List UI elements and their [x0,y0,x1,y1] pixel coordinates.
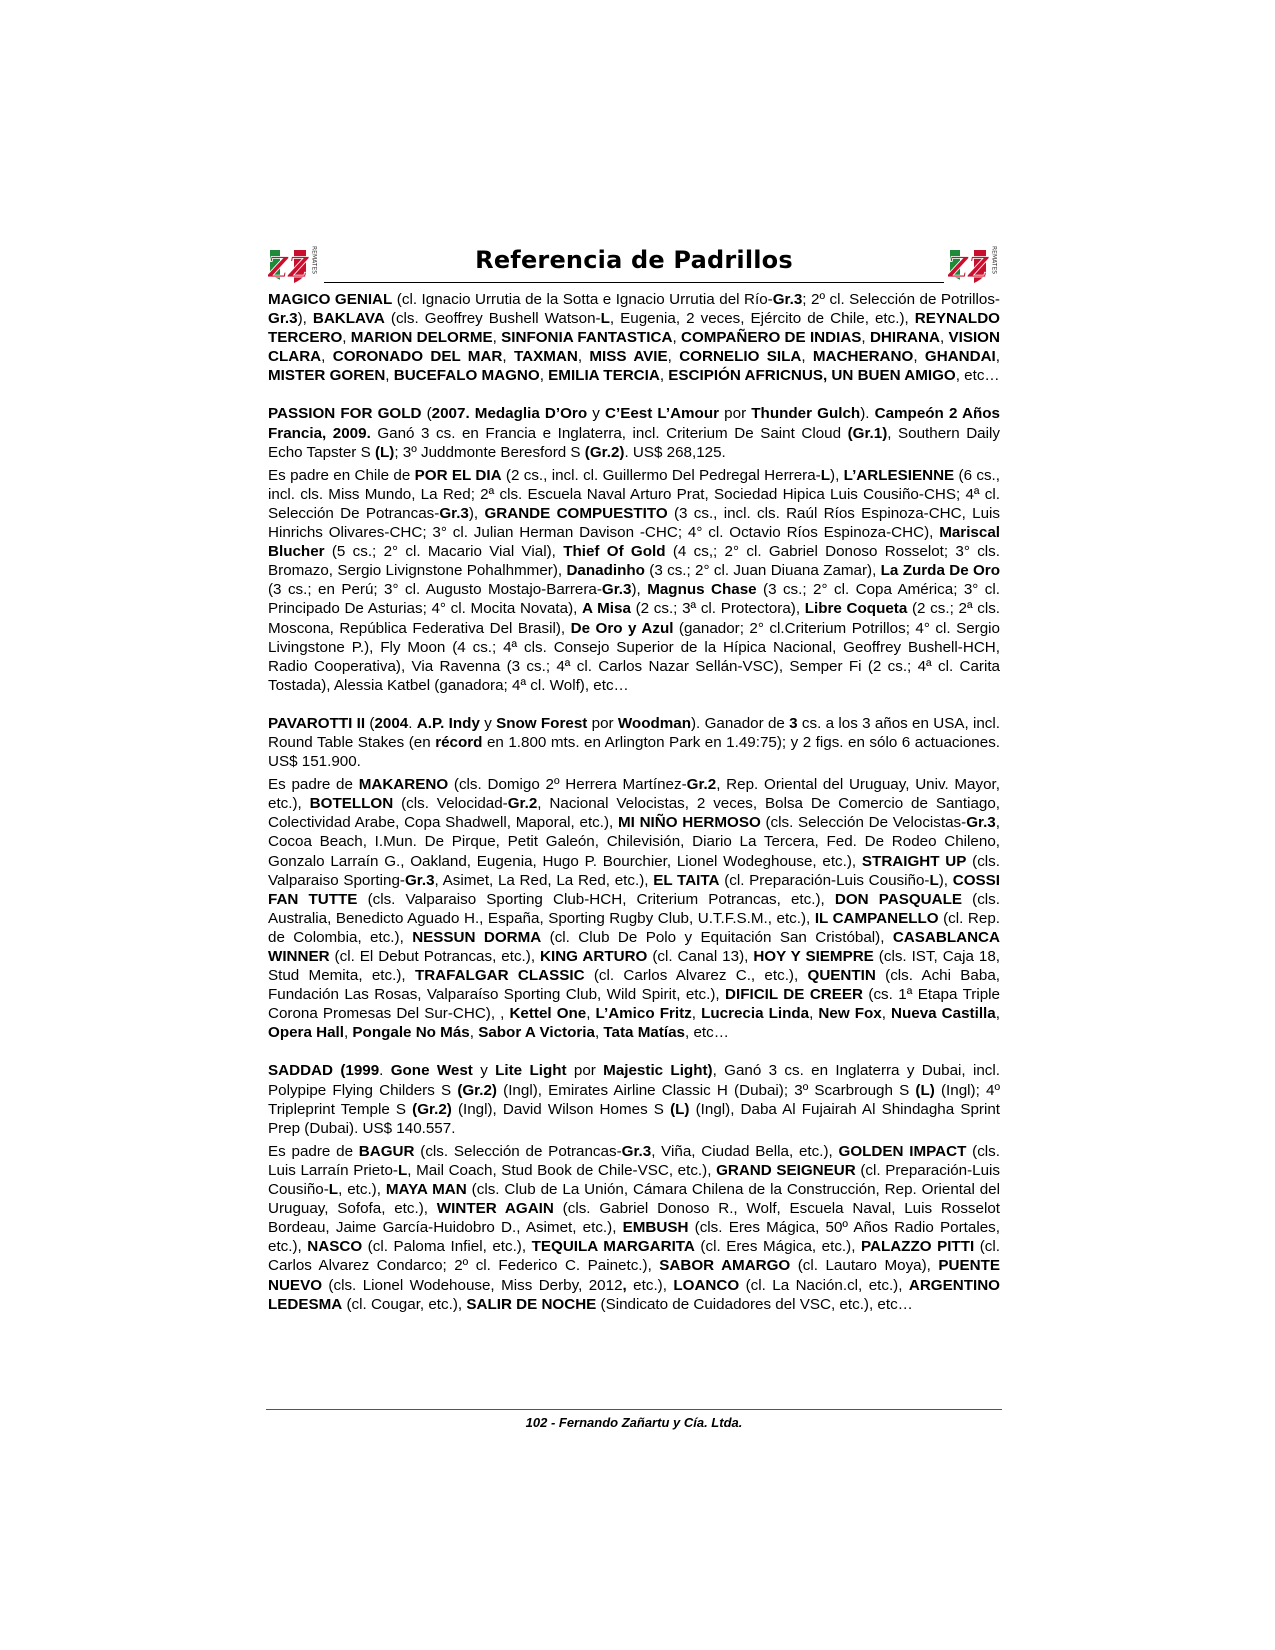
text-run: , [881,1005,892,1023]
bold-text-run: Magnus Chase [647,581,757,599]
bold-text-run: BAKLAVA [312,310,385,328]
bold-text-run: MI NIÑO HERMOSO [618,814,761,832]
bold-text-run: CASABLANCA WINNER [268,928,1000,965]
text-run: (3 cs.; 2° cl. Copa América; 3° cl. Principado De Asturias; 4° cl. Mocita Novata), [268,581,1000,618]
logo-letters: ZZ [948,251,989,284]
text-run: , Southern Daily Echo Tapster S [268,424,1000,461]
logo-vertical-text: REMATES [990,246,998,275]
bold-text-run: 2007. Medaglia D’Oro [431,405,588,423]
bold-text-run: Gr.3 [601,581,632,599]
bold-text-run: (Gr.2) [457,1081,497,1099]
bold-text-run: PALAZZO PITTI [860,1238,975,1256]
text-run: y [587,405,606,423]
bold-text-run: WINTER AGAIN [436,1200,554,1218]
text-run: , [801,348,813,366]
text-run: cs. a los 3 años en USA, incl. Round Table Stakes (en [268,714,1000,751]
bold-text-run: KING ARTURO [540,948,648,965]
text-run: , [586,1005,596,1023]
text-run: ; 2º cl. Selección de Potrillos- [802,291,1000,308]
bold-text-run: PUENTE NUEVO [268,1257,1001,1294]
bold-text-run: Nueva Castilla [891,1005,996,1023]
bold-text-run: MACHERANO [812,348,914,366]
text-run: , Viña, Ciudad Bella, etc.), [651,1142,839,1160]
bold-text-run: Gr.3 [404,871,435,889]
text-run: (cl. Lautaro Moya), [790,1257,939,1275]
bold-text-run: (1999 [340,1062,380,1080]
bold-text-run: CORNELIO SILA [679,348,802,366]
bold-text-run: Gr.3 [621,1142,652,1160]
bold-text-run: A Misa [582,600,631,618]
text-run: (cls. Lionel Wodehouse, Miss Derby, 2012 [322,1276,623,1294]
bold-text-run: A.P. Indy [416,714,480,732]
text-run: Es padre en Chile de [268,466,415,484]
bold-text-run: NESSUN DORMA [412,928,542,946]
bold-text-run: PAVAROTTI II [268,714,366,732]
text-run: , [672,329,681,347]
text-run: (cls. Valparaiso Sporting- [268,852,1000,889]
bold-text-run: COSSI FAN TUTTE [268,871,1000,908]
text-run: por [566,1062,604,1080]
bold-text-run: L’Amico Fritz [595,1005,692,1023]
text-run: Es padre de [268,776,359,794]
bold-text-run: TRAFALGAR CLASSIC [414,967,585,985]
text-run: (cl. Eres Mágica, etc.), [694,1238,861,1256]
bold-text-run: Gr.3 [966,814,996,832]
text-run: ( [421,405,432,423]
text-run: (cls. IST, Caja 18, Stud Memita, etc.), [268,948,1001,985]
text-run: (Ingl), David Wilson Homes S [451,1100,671,1118]
text-run: en 1.800 mts. en Arlington Park en 1.49:75); y 2 figs. en sólo 6 actuaciones. US$ 151.900. [268,733,1001,771]
bold-text-run: COMPAÑERO DE INDIAS [680,329,862,347]
text-run: , etc.), [338,1181,386,1199]
text-run: etc.), [626,1276,674,1294]
bold-text-run: Woodman [617,714,691,732]
bold-text-run: Thunder Gulch [751,405,861,423]
bold-text-run: New Fox [818,1005,882,1023]
text-run: (3 cs., incl. cls. Raúl Ríos Espinoza-CHC, Luis Hinrichs Olivares-CHC; 3° cl. Julian Herman Davison -CHC; 4° cl. Octavio Ríos Espinoza-CHC), [268,504,1000,542]
text-run: , [577,348,590,366]
bold-text-run: Campeón 2 Años Francia, 2009. [268,405,1000,442]
paragraph-passion-for-gold-progeny [268,466,1000,695]
text-run: (ganador; 2° cl.Criterium Potrillos; 4° cl. Sergio Livingstone P.), Fly Moon (4 cs.; 4ª cls. Consejo Superior de la Hípica Nacional, Geoffrey Bushell-HCH, Radio Cooperativa), Via Ravenna (3 cs.; 4ª cl. Carlos Nazar Sellán-VSC), Semper Fi (2 cs.; 4ª cl. Carita Tostada), Alessia Katbel (ganadora; 4ª cl. Wolf), etc… [268,619,1000,694]
text-run: (cls. Australia, Benedicto Aguado H., España, Sporting Rugby Club, U.T.F.S.M., etc.), [268,890,1000,927]
bold-text-run: Gr.3 [772,291,803,308]
bold-text-run: PASSION FOR GOLD [268,405,422,423]
bold-text-run: récord [435,733,483,751]
bold-text-run: MISTER GOREN [268,367,386,385]
text-run: (cls. Luis Larraín Prieto- [268,1142,1000,1179]
bold-text-run: Gr.2 [507,795,538,813]
text-run: por [719,405,752,423]
page-header [268,240,1000,288]
text-run: (cls. Eres Mágica, 50º Años Radio Portales, etc.), [268,1219,1000,1256]
bold-text-run: LOANCO [673,1276,740,1294]
text-run: , [342,329,351,347]
bold-text-run: (L) [670,1100,690,1118]
text-run: ), [631,581,648,599]
bold-text-run: ESCIPIÓN AFRICNUS, UN BUEN AMIGO [668,367,956,385]
paragraph-magico-genial [268,290,1000,385]
bold-text-run: STRAIGHT UP [861,852,967,870]
bold-text-run: NASCO [307,1238,363,1256]
bold-text-run: C’Eest L’Amour [605,405,720,423]
text-run: , etc… [955,367,1000,385]
text-run: , Nacional Velocistas, 2 veces, Bolsa De Comercio de Santiago, Colectividad Arabe, Copa Shadwell, Maporal, etc.), [268,795,1000,832]
text-run: por [587,714,618,732]
text-run: (6 cs., incl. cls. Miss Mundo, La Red; 2ª cls. Escuela Naval Arturo Prat, Sociedad Hipica Luis Cousiño-CHS; 4ª cl. Selección De Potrancas- [268,466,1001,522]
text-run: ), [297,310,313,328]
text-run: y [479,714,497,732]
bold-text-run: REYNALDO TERCERO [268,310,1000,347]
text-run: (cl. Paloma Infiel, etc.), [362,1238,532,1256]
text-run: . US$ 268,125. [624,443,726,461]
text-run: Es padre de [268,1142,359,1160]
text-run: , Ganó 3 cs. en Inglaterra y Dubai, incl. Polypipe Flying Childers S [268,1062,1000,1099]
text-run: (cl. El Debut Potrancas, etc.), [329,948,541,965]
text-run: (cl. Club De Polo y Equitación San Cristóbal), [541,928,893,946]
bold-text-run: Gr.3 [439,504,469,522]
bold-text-run: ARGENTINO LEDESMA [268,1276,1000,1313]
bold-text-run: Sabor A Victoria [478,1024,595,1042]
text-run: , Rep. Oriental del Uruguay, Univ. Mayor, etc.), [268,776,1000,813]
text-run: (cs. 1ª Etapa Triple Corona Promesas Del Sur-CHC), , [268,986,1000,1023]
text-run: (Ingl); 4º Tripleprint Temple S [268,1081,1000,1118]
bold-text-run: 2004 [374,714,409,732]
text-run: ; 3º Juddmonte Beresford S [394,443,585,461]
bold-text-run: Danadinho [566,562,645,580]
bold-text-run: De Oro y Azul [570,619,674,637]
text-run: , Eugenia, 2 veces, Ejército de Chile, etc.), [609,310,915,328]
bold-text-run: Pongale No Más [352,1024,470,1042]
zz-remates-logo-right [948,244,1000,288]
bold-text-run: La Zurda De Oro [880,562,1000,580]
text-run: . [408,714,417,732]
text-run: (cls. Club de La Unión, Cámara Chilena de la Construcción, Rep. Oriental del Uruguay, Sofofa, etc.), [268,1181,1001,1218]
text-run: . [379,1062,391,1080]
text-run: (cls. Valparaiso Sporting Club-HCH, Criterium Potrancas, etc.), [357,890,835,908]
bold-text-run: BUCEFALO MAGNO [393,367,540,385]
text-run: (cl. Rep. de Colombia, etc.), [268,909,1000,946]
text-run: , Mail Coach, Stud Book de Chile-VSC, etc.), [407,1161,717,1179]
text-run: ( [365,714,375,732]
paragraph-saddad-progeny [268,1142,1000,1314]
bold-text-run: CORONADO DEL MAR [332,348,503,366]
bold-text-run: MAYA MAN [385,1181,467,1199]
text-run: (2 cs.; 3ª cl. Protectora), [630,600,805,618]
bold-text-run: Gr.2 [686,776,717,794]
text-run: ), [468,504,485,522]
footer-text: 102 - Fernando Zañartu y Cía. Ltda. [525,1415,743,1430]
paragraph-pavarotti-ii-progeny [268,775,1000,1042]
text-run: , [691,1005,702,1023]
bold-text-run: Gr.3 [268,310,298,328]
bold-text-run: SADDAD [268,1062,333,1080]
text-run: (cls. Selección De Velocistas- [760,814,967,832]
bold-text-run: DIFICIL DE CREER [725,986,863,1004]
text-run: , [385,367,394,385]
text-run: (Sindicato de Cuidadores del VSC, etc.), etc… [596,1295,913,1313]
bold-text-run: SABOR AMARGO [659,1257,791,1275]
text-run: , [809,1005,819,1023]
text-run: , [667,348,680,366]
text-run: ). [860,405,875,423]
document-body [268,290,1000,1314]
paragraph-saddad [268,1061,1000,1137]
text-run: (2 cs., incl. cl. Guillermo Del Pedregal Herrera- [501,466,821,484]
text-run: (cl. Cougar, etc.), [342,1295,467,1313]
text-run: , [469,1024,479,1042]
text-run: (cls. Selección de Potrancas- [414,1142,622,1160]
bold-text-run: DON PASQUALE [834,890,963,908]
zz-remates-logo-left [268,244,320,288]
bold-text-run: Opera Hall [268,1024,344,1042]
text-run: (cl. Preparación-Luis Cousiño- [268,1161,1001,1199]
text-run: (cls. Geoffrey Bushell Watson- [384,310,601,328]
bold-text-run: , [622,1276,627,1294]
bold-text-run: (Gr.2) [412,1100,452,1118]
bold-text-run: Majestic Light) [603,1062,713,1080]
text-run: ), [938,871,953,889]
text-run: (cl. Carlos Alvarez Condarco; 2º cl. Federico C. Painetc.), [268,1238,1000,1275]
text-run: y [472,1062,496,1080]
bold-text-run: L [328,1181,339,1199]
text-run: (Ingl), Emirates Airline Classic H (Dubai); 3º Scarbrough S [496,1081,916,1099]
bold-text-run: POR EL DIA [414,466,502,484]
text-run: , [995,348,1000,366]
text-run: (4 cs,; 2° cl. Gabriel Donoso Rosselot; 3° cls. Bromazo, Sergio Livignstone Pohalhmmer), [268,543,1000,580]
bold-text-run: BOTELLON [309,795,394,813]
text-run: , [539,367,549,385]
text-run: (3 cs.; 2° cl. Juan Diuana Zamar), [644,562,881,580]
text-run: , [492,329,502,347]
text-run: (5 cs.; 2° cl. Macario Vial Vial), [324,543,564,561]
bold-text-run: MAGICO GENIAL [268,291,393,308]
bold-text-run: Gone West [390,1062,473,1080]
bold-text-run: Mariscal Blucher [268,524,1000,561]
bold-text-run: QUENTIN [807,967,876,985]
text-run: Ganó 3 cs. en Francia e Inglaterra, incl. Criterium De Saint Cloud [370,424,848,442]
text-run: (cl. Carlos Alvarez C., etc.), [584,967,808,985]
bold-text-run: GRANDE COMPUESTITO [484,504,668,522]
bold-text-run: Lite Light [495,1062,567,1080]
document-page [268,240,1000,1314]
text-run: , [861,329,870,347]
bold-text-run: TAXMAN [513,348,578,366]
bold-text-run: DHIRANA [869,329,940,347]
text-run: (cls. Gabriel Donoso R., Wolf, Escuela Naval, Luis Rosselot Bordeau, Jaime García-Huidobro D., Asimet, etc.), [268,1200,1000,1237]
bold-text-run: MARION DELORME [350,329,493,347]
bold-text-run: L [600,310,610,328]
bold-text-run: GOLDEN IMPACT [838,1142,967,1160]
text-run: , [502,348,514,366]
text-run: , [939,329,949,347]
bold-text-run: HOY Y SIEMPRE [753,948,874,965]
bold-text-run: GHANDAI [924,348,996,366]
text-run: , [995,1005,1000,1023]
text-run: , [913,348,925,366]
bold-text-run: MISS AVIE [589,348,668,366]
text-run: (3 cs.; en Perú; 3° cl. Augusto Mostajo-Barrera- [268,581,602,599]
bold-text-run: Tata Matías [603,1024,685,1042]
bold-text-run: L [929,871,939,889]
bold-text-run: L [820,466,831,484]
text-run: , [343,1024,353,1042]
bold-text-run: 3 [789,714,798,732]
bold-text-run: VISION CLARA [268,329,1000,366]
bold-text-run: Libre Coqueta [804,600,908,618]
paragraph-pavarotti-ii [268,714,1000,771]
text-run: , etc… [685,1024,729,1042]
text-run: (Ingl), Daba Al Fujairah Al Shindagha Sprint Prep (Dubai). US$ 140.557. [268,1100,1000,1137]
paragraph-passion-for-gold [268,404,1000,461]
bold-text-run: SINFONIA FANTASTICA [501,329,673,347]
text-run: (cl. La Nación.cl, etc.), [739,1276,909,1294]
text-run: (cl. Ignacio Urrutia de la Sotta e Ignacio Urrutia del Río- [392,291,773,308]
text-run: , [659,367,669,385]
text-run: (cl. Preparación-Luis Cousiño- [719,871,930,889]
bold-text-run: GRAND SEIGNEUR [716,1161,856,1179]
text-run: (cls. Velocidad- [393,795,508,813]
text-run: ). Ganador de [691,714,790,732]
bold-text-run: BAGUR [358,1142,415,1160]
bold-text-run: EL TAITA [653,871,720,889]
bold-text-run: Kettel One [509,1005,587,1023]
text-run: (cls. Achi Baba, Fundación Las Rosas, Valparaíso Sporting Club, Wild Spirit, etc.), [268,967,1000,1004]
text-run: , Asimet, La Red, La Red, etc.), [434,871,654,889]
footer-rule [266,1409,1002,1410]
bold-text-run: L [397,1161,408,1179]
page-footer [266,1409,1002,1430]
title-underline [324,282,944,283]
bold-text-run: (L) [915,1081,935,1099]
bold-text-run: SALIR DE NOCHE [466,1295,597,1313]
bold-text-run: Snow Forest [496,714,588,732]
bold-text-run: (L) [374,443,395,461]
bold-text-run: MAKARENO [358,776,449,794]
text-run: , [594,1024,604,1042]
logo-letters: ZZ [268,251,309,284]
bold-text-run: Thief Of Gold [563,543,666,561]
logo-vertical-text: REMATES [310,246,318,275]
bold-text-run: L’ARLESIENNE [843,466,955,484]
text-run: (cl. Canal 13), [647,948,754,965]
text-run: (cls. Domigo 2º Herrera Martínez- [448,776,687,794]
text-run: (2 cs.; 2ª cls. Moscona, República Federativa Del Brasil), [268,600,1001,637]
bold-text-run: TEQUILA MARGARITA [531,1238,695,1256]
bold-text-run: (Gr.1) [847,424,888,442]
text-run: , [321,348,333,366]
text-run: , Cocoa Beach, I.Mun. De Pirque, Petit Galeón, Chilevisión, Diario La Tercera, Fed. De Rodeo Chileno, Gonzalo Larraín G., Oakland, Eugenia, Hugo P. Bourchier, Lionel Wodeghouse, etc.), [268,814,1000,870]
bold-text-run: Lucrecia Linda [701,1005,810,1023]
bold-text-run: (Gr.2) [584,443,625,461]
text-run: ), [830,466,844,484]
bold-text-run: EMBUSH [622,1219,689,1237]
bold-text-run: IL CAMPANELLO [814,909,939,927]
page-title: Referencia de Padrillos [475,246,793,274]
bold-text-run: EMILIA TERCIA [548,367,660,385]
